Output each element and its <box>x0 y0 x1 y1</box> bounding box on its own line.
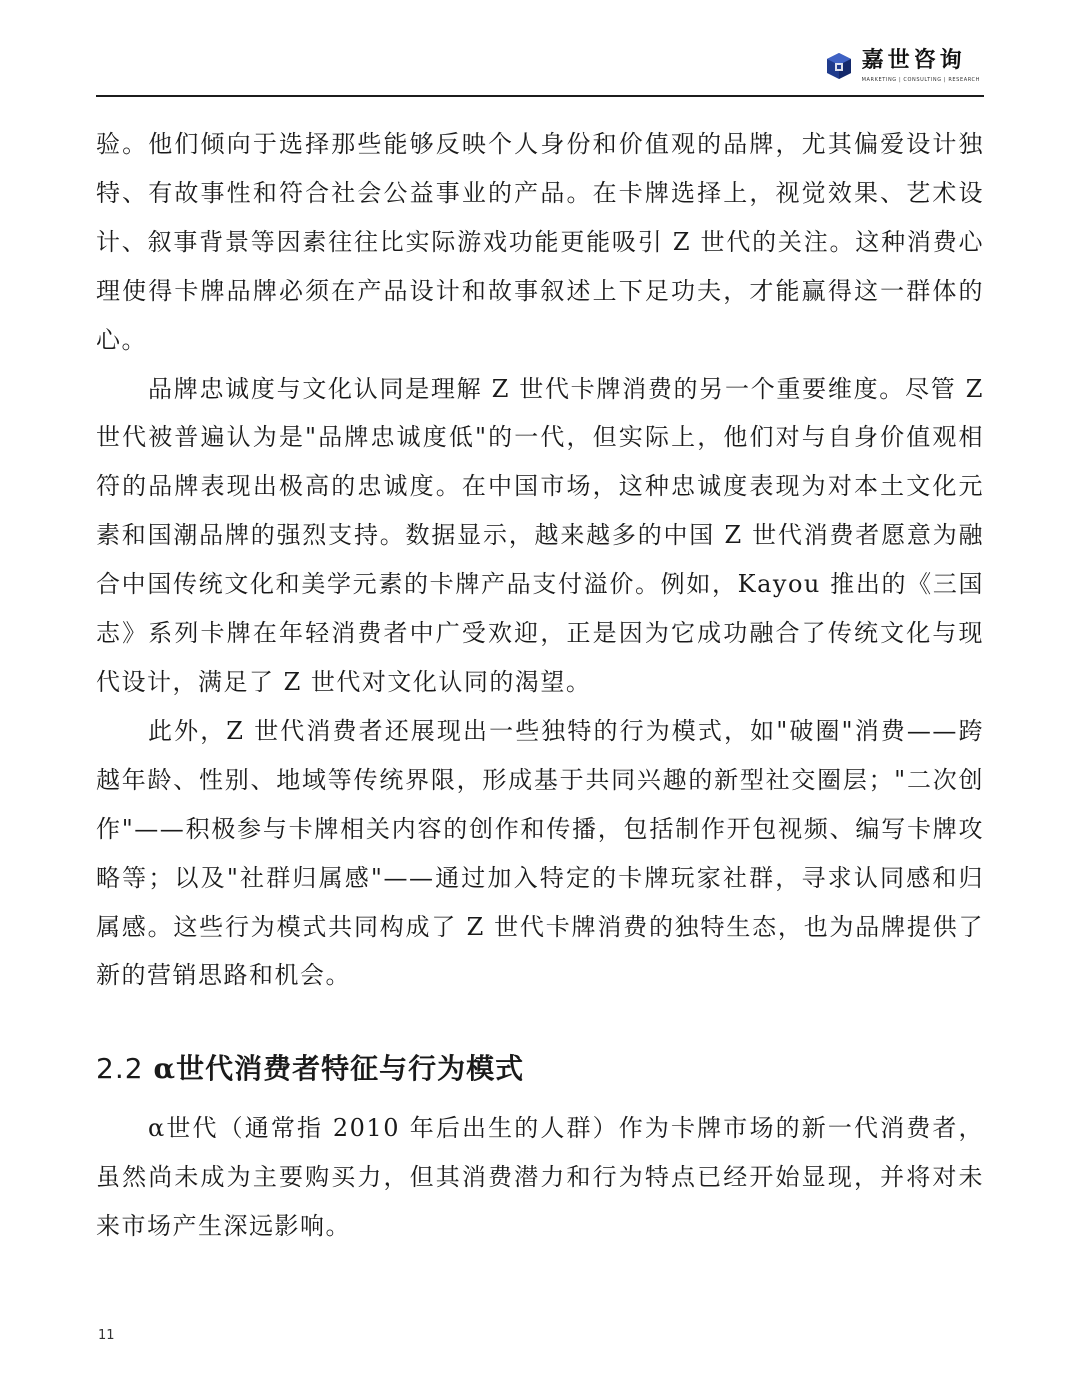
paragraph-1: 验。他们倾向于选择那些能够反映个人身份和价值观的品牌，尤其偏爱设计独特、有故事性和符合社会公益事业的产品。在卡牌选择上，视觉效果、艺术设计、叙事背景等因素往往比实际游戏功能更能吸引 Z 世代的关注。这种消费心理使得卡牌品牌必须在产品设计和故事叙述上下足功夫，才能赢得这一群体的心。 <box>96 130 984 354</box>
page-header <box>96 40 984 97</box>
section-title: α世代消费者特征与行为模式 <box>153 1052 525 1086</box>
page-number: 11 <box>98 1328 115 1343</box>
page-content <box>96 120 984 1251</box>
section-number: 2.2 <box>96 1052 144 1086</box>
paragraph-2: 品牌忠诚度与文化认同是理解 Z 世代卡牌消费的另一个重要维度。尽管 Z 世代被普遍认为是"品牌忠诚度低"的一代，但实际上，他们对与自身价值观相符的品牌表现出极高的忠诚度。在中国市场，这种忠诚度表现为对本土文化元素和国潮品牌的强烈支持。数据显示，越来越多的中国 Z 世代消费者愿意为融合中国传统文化和美学元素的卡牌产品支付溢价。例如，Kayou 推出的《三国志》系列卡牌在年轻消费者中广受欢迎，正是因为它成功融合了传统文化与现代设计，满足了 Z 世代对文化认同的渴望。 <box>96 374 984 696</box>
paragraph-4: α世代（通常指 2010 年后出生的人群）作为卡牌市场的新一代消费者，虽然尚未成为主要购买力，但其消费潜力和行为特点已经开始显现，并将对未来市场产生深远影响。 <box>96 1114 984 1241</box>
section-heading <box>96 1044 984 1094</box>
cube-logo-icon <box>824 51 854 81</box>
paragraph-3: 此外，Z 世代消费者还展现出一些独特的行为模式，如"破圈"消费——跨越年龄、性别、地域等传统界限，形成基于共同兴趣的新型社交圈层；"二次创作"——积极参与卡牌相关内容的创作和传播，包括制作开包视频、编写卡牌攻略等；以及"社群归属感"——通过加入特定的卡牌玩家社群，寻求认同感和归属感。这些行为模式共同构成了 Z 世代卡牌消费的独特生态，也为品牌提供了新的营销思路和机会。 <box>96 716 984 990</box>
brand-logo <box>824 48 980 83</box>
brand-name: 嘉世咨询 <box>861 48 966 73</box>
brand-tagline: MARKETING | CONSULTING | RESEARCH <box>861 77 980 83</box>
